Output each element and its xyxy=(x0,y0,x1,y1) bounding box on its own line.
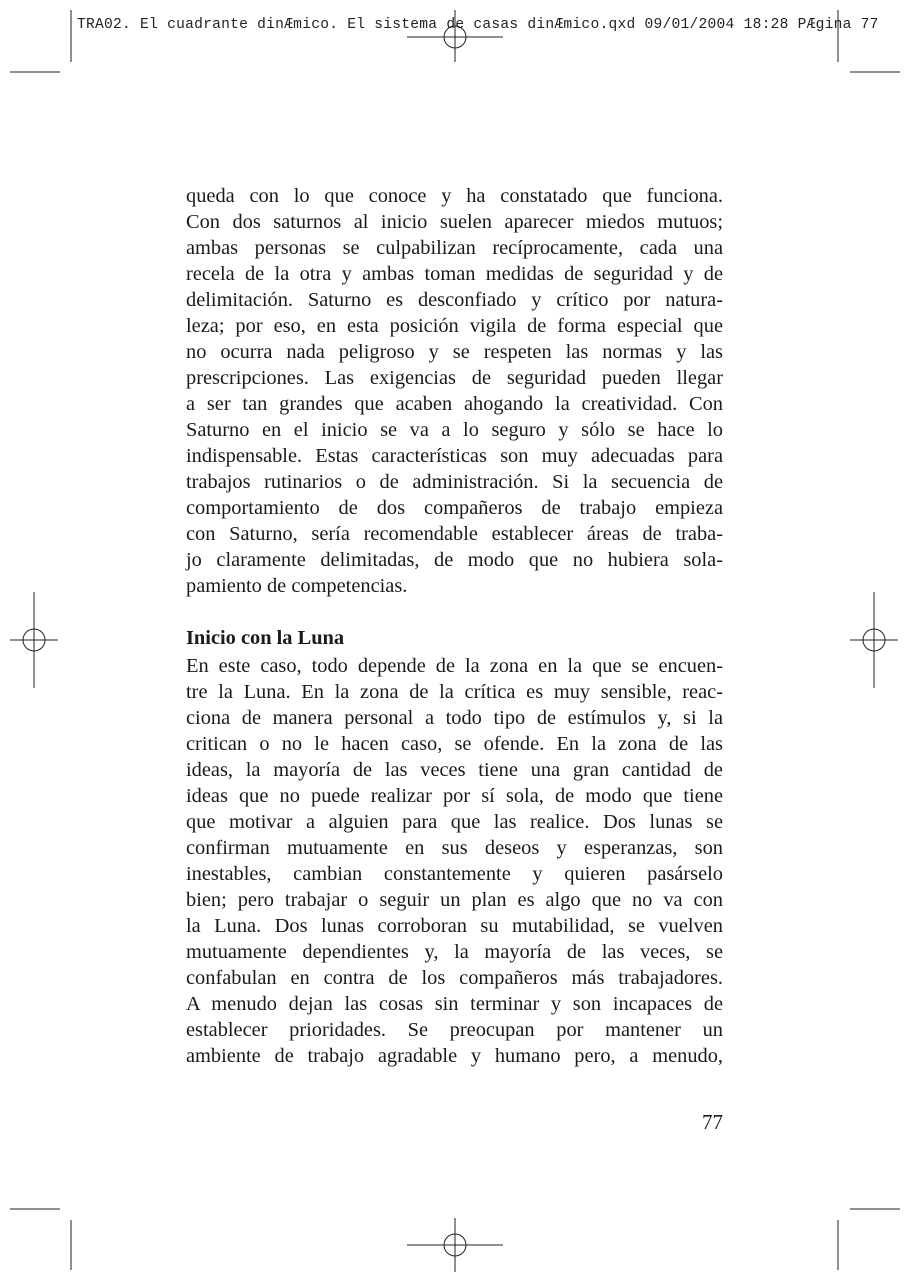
text-line: ideas, la mayoría de las veces tiene una gran cantidad de xyxy=(186,759,723,781)
text-line: comportamiento de dos compañeros de trabajo empieza xyxy=(186,497,723,519)
text-line: que motivar a alguien para que las realice. Dos lunas se xyxy=(186,811,723,833)
registration-target-icon xyxy=(10,592,58,688)
text-line: con Saturno, sería recomendable establecer áreas de traba- xyxy=(186,523,723,545)
paragraph xyxy=(186,653,723,1069)
registration-target-icon xyxy=(850,592,898,688)
registration-target-icon xyxy=(407,1218,503,1272)
text-line: mutuamente dependientes y, la mayoría de las veces, se xyxy=(186,941,723,963)
text-line: En este caso, todo depende de la zona en la que se encuen- xyxy=(186,655,723,677)
crop-mark-icon xyxy=(838,1209,900,1270)
text-line: Saturno en el inicio se va a lo seguro y sólo se hace lo xyxy=(186,419,723,441)
text-line: confirman mutuamente en sus deseos y esperanzas, son xyxy=(186,837,723,859)
text-line: ciona de manera personal a todo tipo de estímulos y, si la xyxy=(186,707,723,729)
crop-mark-icon xyxy=(10,10,71,72)
text-line: queda con lo que conoce y ha constatado que funciona. xyxy=(186,185,723,207)
text-line: bien; pero trabajar o seguir un plan es algo que no va con xyxy=(186,889,723,911)
text-line: establecer prioridades. Se preocupan por mantener un xyxy=(186,1019,723,1041)
text-line: a ser tan grandes que acaben ahogando la creatividad. Con xyxy=(186,393,723,415)
crop-mark-icon xyxy=(10,1209,71,1270)
text-line: delimitación. Saturno es desconfiado y crítico por natura- xyxy=(186,289,723,311)
text-line: confabulan en contra de los compañeros más trabajadores. xyxy=(186,967,723,989)
text-line: recela de la otra y ambas toman medidas de seguridad y de xyxy=(186,263,723,285)
text-line: la Luna. Dos lunas corroboran su mutabilidad, se vuelven xyxy=(186,915,723,937)
text-line: Con dos saturnos al inicio suelen aparecer miedos mutuos; xyxy=(186,211,723,233)
paragraph xyxy=(186,183,723,599)
text-line: no ocurra nada peligroso y se respeten las normas y las xyxy=(186,341,723,363)
text-line: leza; por eso, en esta posición vigila de forma especial que xyxy=(186,315,723,337)
text-line: A menudo dejan las cosas sin terminar y son incapaces de xyxy=(186,993,723,1015)
text-line: critican o no le hacen caso, se ofende. En la zona de las xyxy=(186,733,723,755)
text-line: ambiente de trabajo agradable y humano pero, a menudo, xyxy=(186,1045,723,1067)
text-line: pamiento de competencias. xyxy=(186,575,408,597)
text-line: prescripciones. Las exigencias de seguridad pueden llegar xyxy=(186,367,723,389)
text-line: tre la Luna. En la zona de la crítica es muy sensible, reac- xyxy=(186,681,723,703)
text-line: inestables, cambian constantemente y quieren pasárselo xyxy=(186,863,723,885)
section-heading: Inicio con la Luna xyxy=(186,627,345,649)
text-line: ideas que no puede realizar por sí sola, de modo que tiene xyxy=(186,785,723,807)
page-body xyxy=(186,183,723,1069)
text-line: trabajos rutinarios o de administración. Si la secuencia de xyxy=(186,471,723,493)
text-line: jo claramente delimitadas, de modo que no hubiera sola- xyxy=(186,549,723,571)
page-number: 77 xyxy=(702,1110,723,1134)
text-line: ambas personas se culpabilizan recíprocamente, cada una xyxy=(186,237,723,259)
text-line: indispensable. Estas características son muy adecuadas para xyxy=(186,445,723,467)
file-slug-header: TRA02. El cuadrante dinÆmico. El sistema de casas dinÆmico.qxd 09/01/2004 18:28 PÆgina 77 xyxy=(77,17,879,33)
